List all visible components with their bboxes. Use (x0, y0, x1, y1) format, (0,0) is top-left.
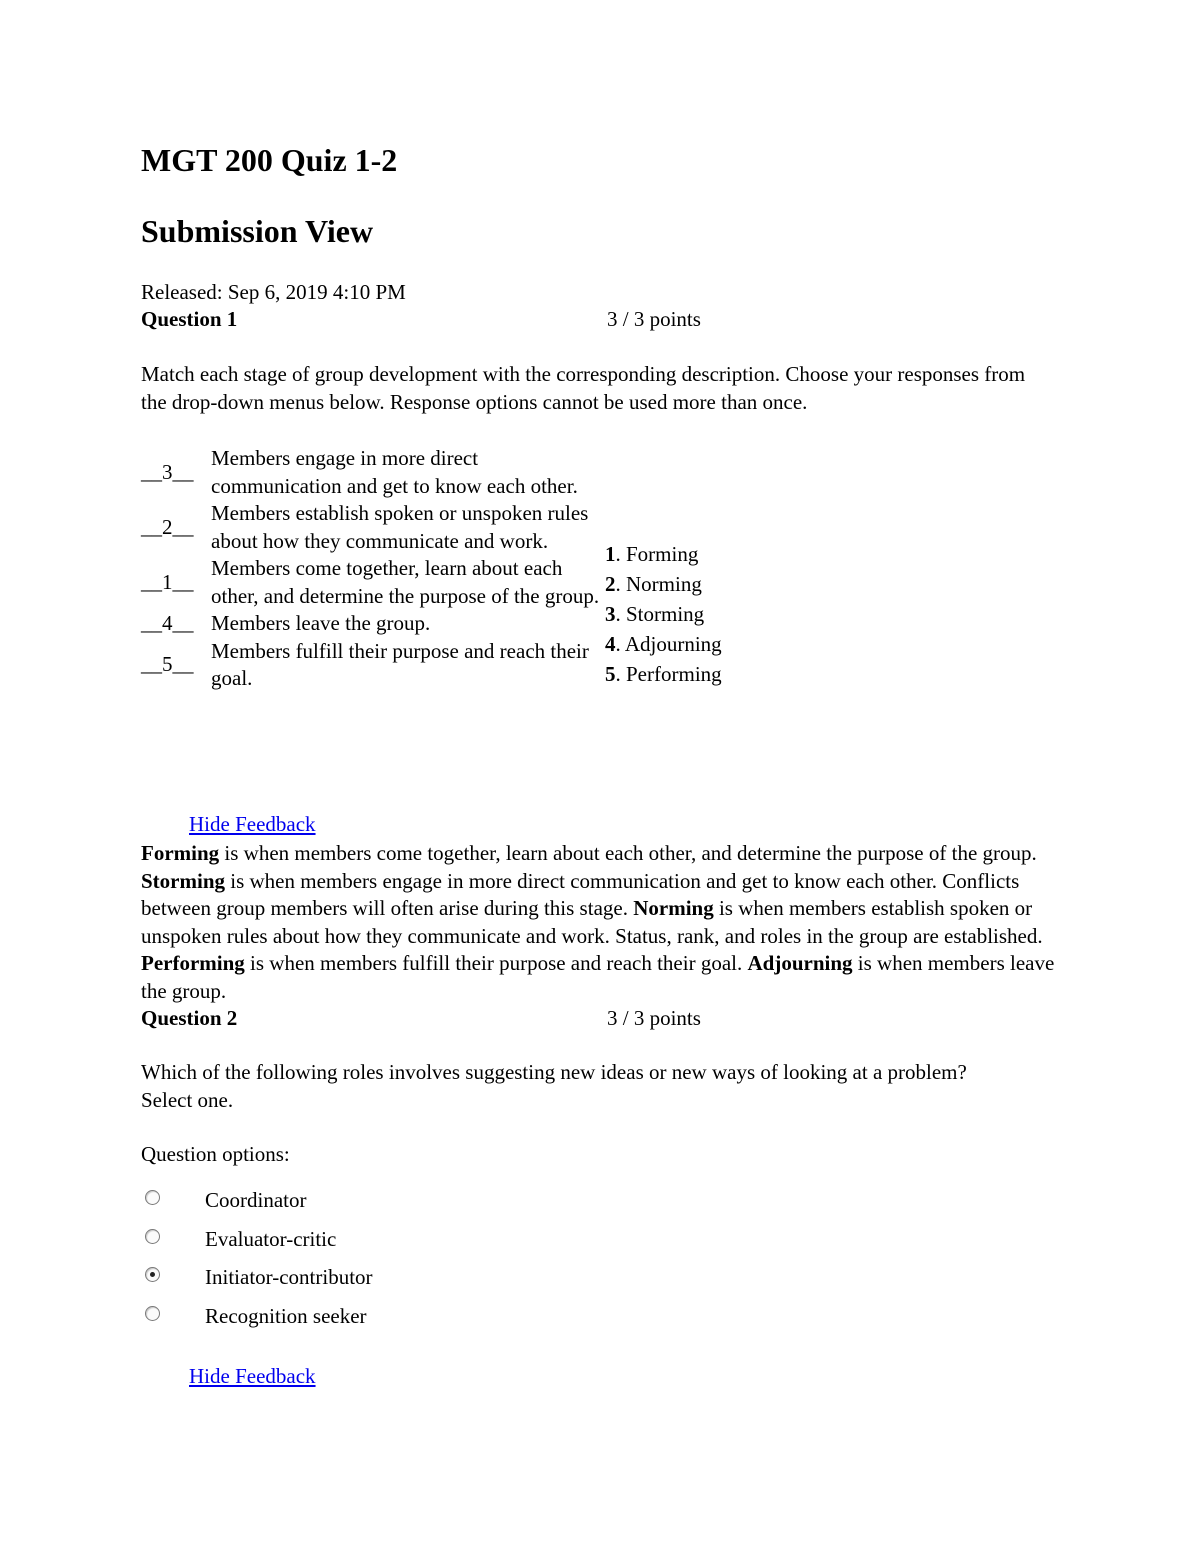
match-answer[interactable]: __5__ (141, 652, 194, 677)
option-label: Evaluator-critic (205, 1226, 337, 1251)
choice-label: . Forming (615, 542, 699, 566)
hide-feedback-link-q1[interactable]: Hide Feedback (189, 812, 316, 836)
stage-choices-list (605, 539, 722, 689)
question-1-header (141, 306, 841, 334)
question-1-prompt: Match each stage of group development with the corresponding description. Choose your responses from the drop-down menus below. Response options cannot be used more than once. (141, 362, 1026, 414)
feedback-text: is when members establish spoken or unspoken rules about how they communicate and work. Status, rank, and roles in the group are established. (141, 896, 1043, 948)
radio-button-selected[interactable] (145, 1267, 160, 1282)
stage-choice (605, 659, 722, 689)
hide-feedback-link-q2[interactable]: Hide Feedback (189, 1364, 316, 1388)
option-label: Initiator-contributor (205, 1265, 373, 1289)
matching-table (141, 445, 601, 693)
feedback-text: is when members leave the group. (141, 951, 1055, 1003)
choice-number: 1 (605, 542, 616, 566)
question-2-points: 3 / 3 points (607, 1006, 701, 1030)
term-norming: Norming (633, 896, 714, 920)
choice-label: . Adjourning (615, 632, 722, 656)
match-row (141, 500, 601, 555)
page-subtitle: Submission View (141, 213, 374, 249)
radio-button[interactable] (145, 1190, 160, 1205)
term-forming: Forming (141, 841, 220, 865)
feedback-text: is when members engage in more direct communication and get to know each other. Conflicts between group members will often arise during this stage. (141, 868, 1020, 920)
match-answer[interactable]: __2__ (141, 514, 194, 539)
choice-label: . Norming (615, 572, 702, 596)
page-title: MGT 200 Quiz 1-2 (141, 142, 398, 178)
match-row (141, 610, 601, 638)
match-answer[interactable]: __3__ (141, 459, 194, 484)
question-2-prompt: Which of the following roles involves suggesting new ideas or new ways of looking at a problem? Select one. (141, 1060, 967, 1112)
choice-number: 3 (605, 602, 616, 626)
match-description: Members engage in more direct communication and get to know each other. (211, 446, 578, 498)
question-1-feedback (141, 840, 1056, 1005)
question-2-label: Question 2 (141, 1006, 238, 1030)
term-adjourning: Adjourning (747, 951, 853, 975)
match-answer[interactable]: __4__ (141, 611, 194, 635)
question-options-label: Question options: (141, 1142, 290, 1166)
question-2-header (141, 1005, 841, 1033)
stage-choice (605, 539, 722, 569)
match-row (141, 638, 601, 693)
match-description: Members establish spoken or unspoken rules about how they communicate and work. (211, 501, 589, 553)
option-label: Coordinator (205, 1188, 307, 1212)
stage-choice (605, 569, 722, 599)
choice-number: 2 (605, 572, 616, 596)
match-description: Members come together, learn about each other, and determine the purpose of the group. (211, 556, 600, 608)
choice-number: 4 (605, 632, 616, 656)
term-performing: Performing (141, 951, 245, 975)
stage-choice (605, 629, 722, 659)
match-row (141, 445, 601, 500)
choice-label: . Storming (615, 602, 705, 626)
match-description: Members fulfill their purpose and reach their goal. (211, 638, 589, 690)
match-row (141, 555, 601, 610)
feedback-text: is when members fulfill their purpose and reach their goal. (244, 951, 748, 975)
match-description: Members leave the group. (211, 611, 431, 635)
match-answer[interactable]: __1__ (141, 569, 194, 594)
question-1-points: 3 / 3 points (607, 307, 701, 331)
released-date: Released: Sep 6, 2019 4:10 PM (141, 280, 406, 304)
option-label: Recognition seeker (205, 1303, 367, 1328)
radio-button[interactable] (145, 1229, 160, 1244)
term-storming: Storming (141, 868, 225, 893)
feedback-text: is when members come together, learn about each other, and determine the purpose of the group. (219, 841, 1037, 865)
stage-choice (605, 599, 722, 629)
question-1-label: Question 1 (141, 307, 238, 331)
choice-number: 5 (605, 662, 616, 686)
radio-button[interactable] (145, 1306, 160, 1321)
choice-label: . Performing (615, 662, 722, 686)
